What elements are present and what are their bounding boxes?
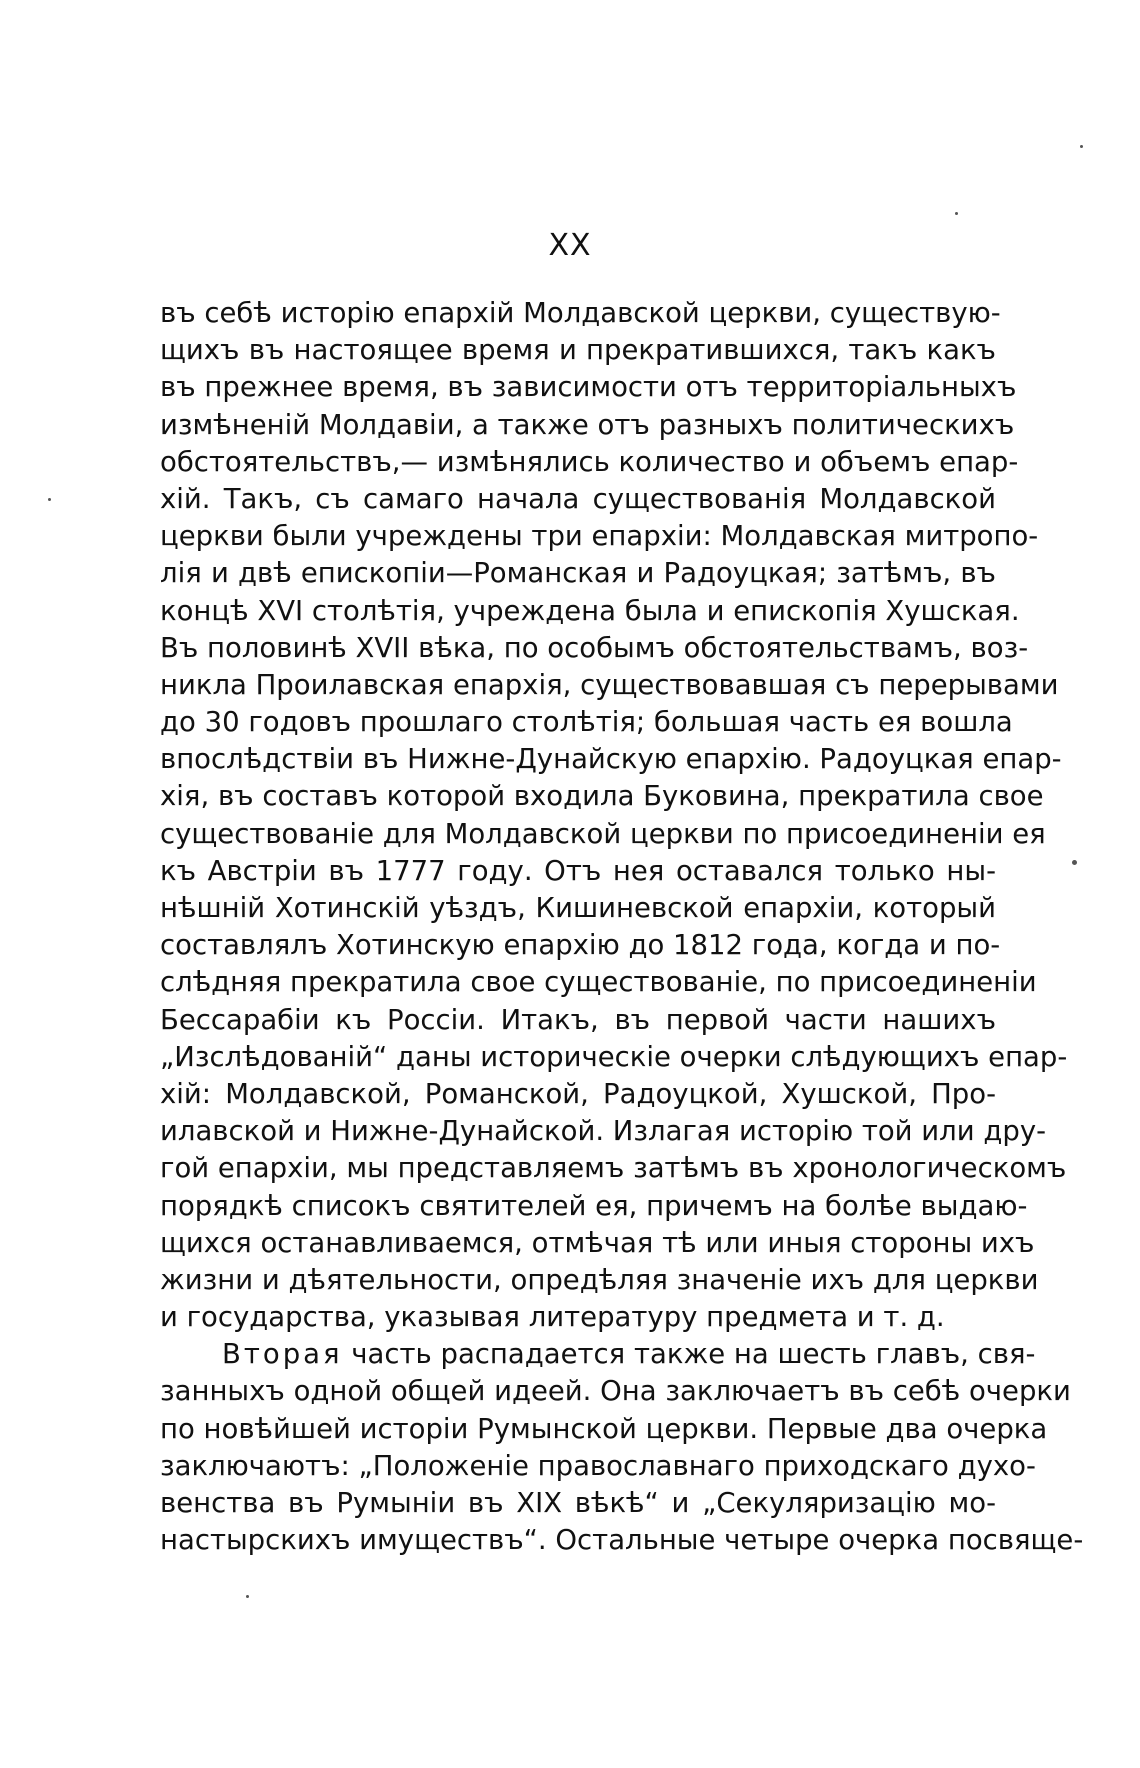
text-line: въ себѣ исторію епархій Молдавской церкви, существую- xyxy=(160,297,1001,329)
first-line-rest: часть распадается также на шесть главъ, свя- xyxy=(342,1338,1036,1371)
text-line: нѣшній Хотинскій уѣздъ, Кишиневской епархіи, который xyxy=(160,892,996,924)
text-line: впослѣдствіи въ Нижне-Дунайскую епархію. Радоуцкая епар- xyxy=(160,743,1062,776)
text-line: церкви были учреждены три епархіи: Молдавская митропо- xyxy=(160,520,1039,553)
text-line xyxy=(160,1336,1036,1373)
text-line: измѣненій Молдавіи, а также отъ разныхъ политическихъ xyxy=(160,408,1015,441)
scan-speck xyxy=(48,498,51,501)
scan-speck xyxy=(1080,145,1083,148)
body-text xyxy=(160,295,1084,1559)
scan-speck xyxy=(1072,860,1077,865)
text-line: никла Проилавская епархія, существовавшая съ перерывами xyxy=(160,668,1059,701)
page-number: XX xyxy=(548,228,592,263)
text-line: концѣ XVI столѣтія, учреждена была и епископія Хушская. xyxy=(160,594,1020,627)
text-line: порядкѣ списокъ святителей ея, причемъ на болѣе выдаю- xyxy=(160,1189,1028,1222)
paragraph-2 xyxy=(160,1336,1084,1559)
text-line: гой епархіи, мы представляемъ затѣмъ въ хронологическомъ xyxy=(160,1152,1067,1185)
text-line: составлялъ Хотинскую епархію до 1812 года, когда и по- xyxy=(160,929,1001,962)
text-line: слѣдняя прекратила свое существованіе, по присоединеніи xyxy=(160,966,1037,999)
scan-speck xyxy=(955,212,958,215)
text-line: по новѣйшей исторіи Румынской церкви. Первые два очерка xyxy=(160,1412,1048,1445)
text-line: заключаютъ: „Положеніе православнаго приходскаго духо- xyxy=(160,1449,1036,1482)
text-line: жизни и дѣятельности, опредѣляя значеніе ихъ для церкви xyxy=(160,1263,1039,1296)
text-line: Въ половинѣ XVII вѣка, по особымъ обстоятельствамъ, воз- xyxy=(160,631,1029,664)
text-line: илавской и Нижне-Дунайской. Излагая исторію той или дру- xyxy=(160,1115,1047,1148)
text-line: хій: Молдавской, Романской, Радоуцкой, Хушской, Про- xyxy=(160,1077,996,1110)
paragraph-1 xyxy=(160,295,1068,1336)
text-line: щихъ въ настоящее время и прекратившихся, такъ какъ xyxy=(160,334,996,367)
text-line: венства въ Румыніи въ XIX вѣкѣ“ и „Секуляризацію мо- xyxy=(160,1487,996,1519)
text-line: до 30 годовъ прошлаго столѣтія; большая часть ея вошла xyxy=(160,706,1013,739)
text-line: обстоятельствъ,— измѣнялись количество и объемъ епар- xyxy=(160,445,1019,478)
text-line: существованіе для Молдавской церкви по присоединеніи ея xyxy=(160,817,1046,850)
text-line: и государства, указывая литературу предмета и т. д. xyxy=(160,1301,945,1334)
spaced-first-word: Вторая xyxy=(222,1338,343,1371)
text-line: настырскихъ имуществъ“. Остальные четыре очерка посвяще- xyxy=(160,1524,1084,1557)
text-line: хій. Такъ, съ самаго начала существованія Молдавской xyxy=(160,482,996,515)
text-line: въ прежнее время, въ зависимости отъ территоріальныхъ xyxy=(160,371,1017,404)
scan-speck xyxy=(246,1595,249,1598)
text-line: лія и двѣ епископіи—Романская и Радоуцкая; затѣмъ, въ xyxy=(160,557,996,590)
text-line: „Изслѣдованій“ даны историческіе очерки слѣдующихъ епар- xyxy=(160,1040,1068,1073)
text-line: занныхъ одной общей идеей. Она заключаетъ въ себѣ очерки xyxy=(160,1375,1071,1408)
text-line: щихся останавливаемся, отмѣчая тѣ или иныя стороны ихъ xyxy=(160,1226,1035,1259)
text-line: къ Австріи въ 1777 году. Отъ нея оставался только ны- xyxy=(160,854,996,887)
text-line: хія, въ составъ которой входила Буковина, прекратила свое xyxy=(160,780,1044,813)
text-line: Бессарабіи къ Россіи. Итакъ, въ первой части нашихъ xyxy=(160,1003,996,1036)
